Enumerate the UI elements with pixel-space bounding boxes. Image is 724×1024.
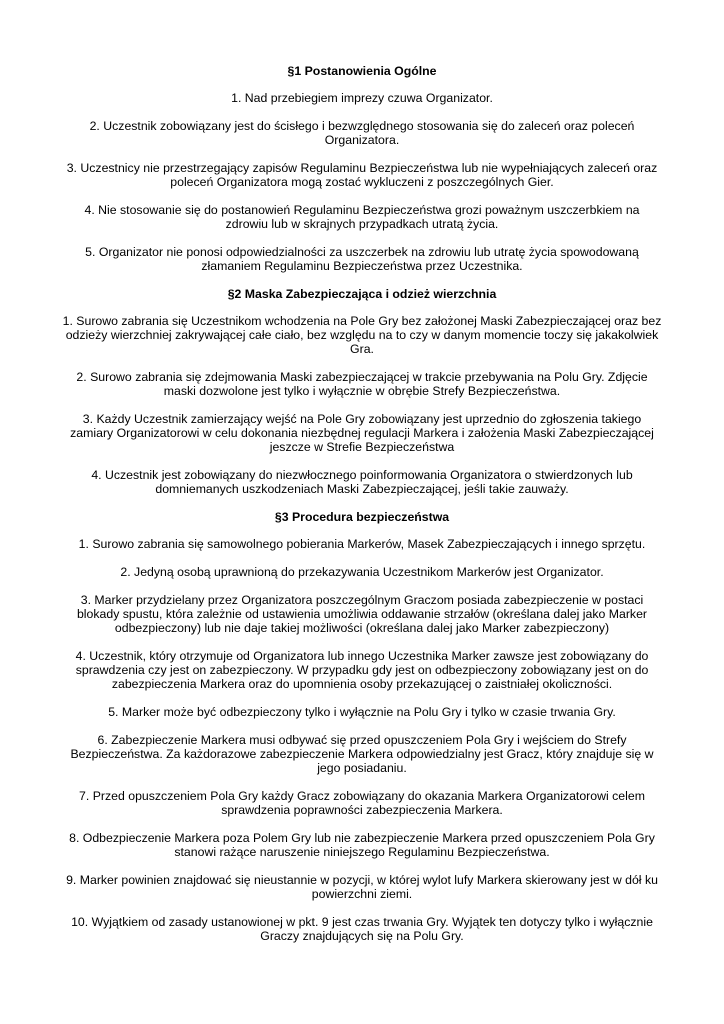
paragraph: 10. Wyjątkiem od zasady ustanowionej w pkt. 9 jest czas trwania Gry. Wyjątek ten dotyczy tylko i wyłącznie Graczy znajdujących się na Polu Gry. — [71, 915, 653, 943]
paragraph: 5. Marker może być odbezpieczony tylko i wyłącznie na Polu Gry i tylko w czasie trwania Gry. — [108, 705, 616, 719]
section-1 — [62, 64, 662, 273]
paragraph: 9. Marker powinien znajdować się nieustannie w pozycji, w której wylot lufy Markera skierowany jest w dół ku powierzchni ziemi. — [66, 873, 658, 901]
paragraph: 4. Uczestnik jest zobowiązany do niezwłocznego poinformowania Organizatora o stwierdzonych lub domniemanych uszkodzeniach Maski Zabezpieczającej, jeśli takie zauważy. — [91, 468, 633, 496]
section-title: §2 Maska Zabezpieczająca i odzież wierzchnia — [227, 287, 497, 301]
section-title: §1 Postanowienia Ogólne — [287, 64, 437, 78]
section-3 — [62, 510, 662, 943]
paragraph: 3. Każdy Uczestnik zamierzający wejść na Pole Gry zobowiązany jest uprzednio do zgłoszenia takiego zamiary Organizatorowi w celu dokonania niezbędnej regulacji Markera i założenia Maski Zabezpieczającej jeszcze w Strefie Bezpieczeństwa — [70, 412, 654, 454]
paragraph: 2. Uczestnik zobowiązany jest do ścisłego i bezwzględnego stosowania się do zaleceń oraz poleceń Organizatora. — [89, 119, 635, 147]
paragraph: 4. Uczestnik, który otrzymuje od Organizatora lub innego Uczestnika Marker zawsze jest zobowiązany do sprawdzenia czy jest on zabezpieczony. W przypadku gdy jest on odbezpieczony zobowiązany jest on do zabezpieczenia Markera oraz do upomnienia osoby przekazującej o zaistniałej okoliczności. — [75, 649, 649, 691]
paragraph: 3. Uczestnicy nie przestrzegający zapisów Regulaminu Bezpieczeństwa lub nie wypełniających zaleceń oraz poleceń Organizatora mogą zostać wykluczeni z poszczególnych Gier. — [66, 161, 658, 189]
paragraph: 2. Jedyną osobą uprawnioną do przekazywania Uczestnikom Markerów jest Organizator. — [120, 565, 604, 579]
paragraph: 1. Surowo zabrania się samowolnego pobierania Markerów, Masek Zabezpieczających i innego sprzętu. — [78, 537, 646, 551]
paragraph: 3. Marker przydzielany przez Organizatora poszczególnym Graczom posiada zabezpieczenie w postaci blokady spustu, która zależnie od ustawienia umożliwia oddawanie strzałów (określana dalej jako Marker odbezpieczony) lub nie daje takiej możliwości (określana dalej jako Marker zabezpieczony) — [76, 593, 648, 635]
paragraph: 5. Organizator nie ponosi odpowiedzialności za uszczerbek na zdrowiu lub utratę życia spowodowaną złamaniem Regulaminu Bezpieczeństwa przez Uczestnika. — [85, 245, 639, 273]
section-2 — [62, 287, 662, 496]
paragraph: 1. Nad przebiegiem imprezy czuwa Organizator. — [231, 91, 493, 105]
paragraph: 8. Odbezpieczenie Markera poza Polem Gry lub nie zabezpieczenie Markera przed opuszczeniem Pola Gry stanowi rażące naruszenie niniejszego Regulaminu Bezpieczeństwa. — [69, 831, 655, 859]
paragraph: 7. Przed opuszczeniem Pola Gry każdy Gracz zobowiązany do okazania Markera Organizatorowi celem sprawdzenia poprawności zabezpieczenia Markera. — [79, 789, 645, 817]
paragraph: 6. Zabezpieczenie Markera musi odbywać się przed opuszczeniem Pola Gry i wejściem do Strefy Bezpieczeństwa. Za każdorazowe zabezpieczenie Markera odpowiedzialny jest Gracz, który znajduje się w jego posiadaniu. — [70, 733, 654, 775]
paragraph: 4. Nie stosowanie się do postanowień Regulaminu Bezpieczeństwa grozi poważnym uszczerbkiem na zdrowiu lub w skrajnych przypadkach utratą życia. — [84, 203, 640, 231]
paragraph: 2. Surowo zabrania się zdejmowania Maski zabezpieczającej w trakcie przebywania na Polu Gry. Zdjęcie maski dozwolone jest tylko i wyłącznie w obrębie Strefy Bezpieczeństwa. — [76, 370, 648, 398]
section-title: §3 Procedura bezpieczeństwa — [274, 510, 450, 524]
paragraph: 1. Surowo zabrania się Uczestnikom wchodzenia na Pole Gry bez założonej Maski Zabezpieczającej oraz bez odzieży wierzchniej zakrywającej całe ciało, bez względu na to czy w danym momencie toczy się jakakolwiek Gra. — [62, 314, 662, 356]
